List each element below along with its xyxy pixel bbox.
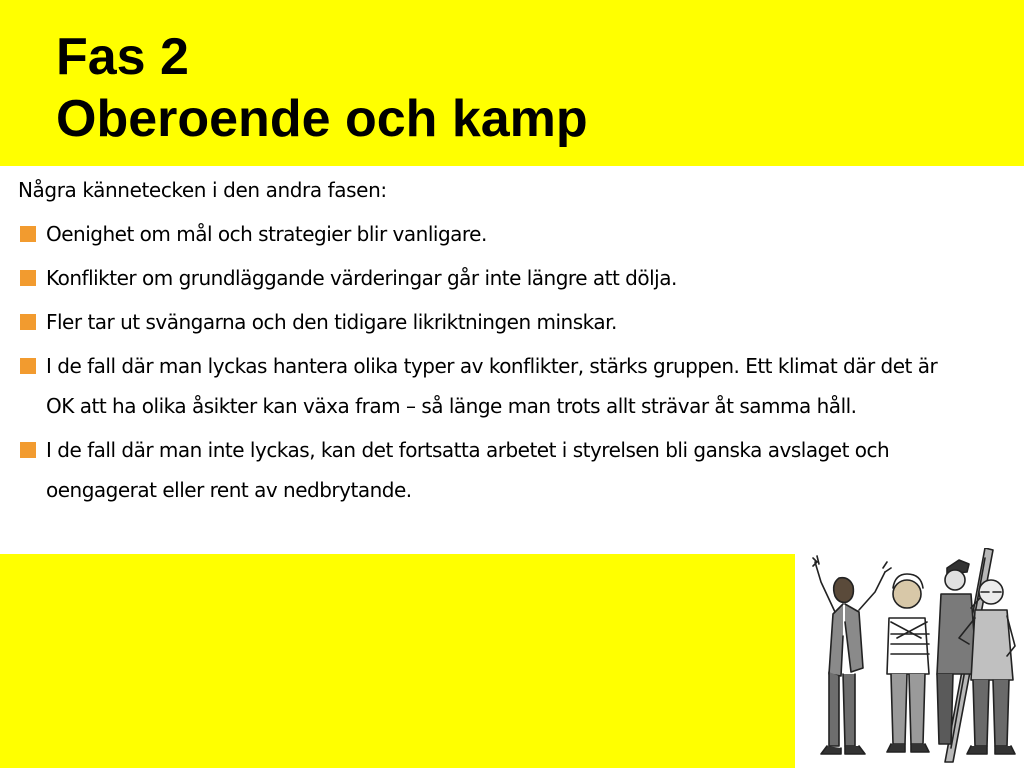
square-bullet-icon (20, 314, 36, 330)
title-line-1: Fas 2 (56, 28, 189, 86)
bullet-item (18, 214, 938, 254)
square-bullet-icon (20, 442, 36, 458)
bullet-item (18, 346, 938, 426)
square-bullet-icon (20, 358, 36, 374)
intro-text: Några kännetecken i den andra fasen: (18, 178, 387, 202)
bullet-text: Konflikter om grundläggande värderingar går inte längre att dölja. (46, 266, 677, 290)
slide-title (56, 26, 588, 150)
bullet-item (18, 430, 938, 510)
arguing-people-illustration (795, 548, 1024, 768)
bullet-text: Oenighet om mål och strategier blir vanligare. (46, 222, 487, 246)
bullet-list (18, 214, 938, 514)
title-line-2: Oberoende och kamp (56, 90, 588, 148)
bullet-item (18, 302, 938, 342)
illustration-drawing (795, 548, 1024, 768)
bullet-text: I de fall där man lyckas hantera olika typer av konflikter, stärks gruppen. Ett klimat där det är OK att ha olika åsikter kan växa fram – så länge man trots allt strävar åt samma håll. (46, 354, 938, 418)
bullet-text: Fler tar ut svängarna och den tidigare likriktningen minskar. (46, 310, 617, 334)
bullet-item (18, 258, 938, 298)
square-bullet-icon (20, 270, 36, 286)
text-panel (0, 166, 1024, 554)
bullet-text: I de fall där man inte lyckas, kan det fortsatta arbetet i styrelsen bli ganska avslaget och oengagerat eller rent av nedbrytande. (46, 438, 890, 502)
square-bullet-icon (20, 226, 36, 242)
